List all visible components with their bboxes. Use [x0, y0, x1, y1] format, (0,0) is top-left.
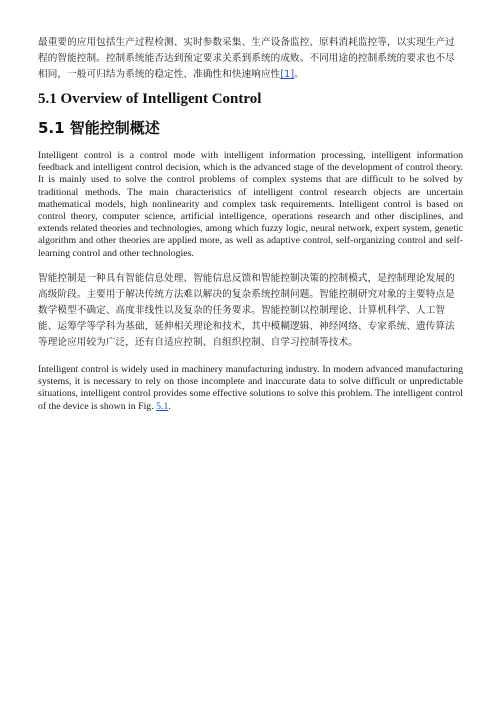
paragraph-en-2: [38, 364, 463, 413]
intro-text: 最重要的应用包括生产过程检测、实时参数采集、生产设备监控、原料消耗监控等，以实现生产过程的智能控制。控制系统能否达到预定要求关系到系统的成败。不同用途的控制系统的要求也不尽相同，一般可归结为系统的稳定性、准确性和快速响应性: [38, 37, 455, 80]
paragraph-en-2-end: .: [168, 400, 171, 412]
intro-paragraph-zh: [38, 35, 463, 83]
section-heading-zh: 5.1 智能控制概述: [38, 119, 160, 137]
paragraph-en-1: Intelligent control is a control mode with intelligent information processing, intelligent information feedback and intelligent control decision, which is the advanced stage of the development of control theory. It is mainly used to solve the control problems of complex systems that are difficult to be solved by traditional methods. The main characteristics of intelligent control research objects are uncertain mathematical models, high nonlinearity and complex task requirements. Intelligent control is based on control theory, computer science, artificial intelligence, operations research and other disciplines, and extends related theories and technologies, among which fuzzy logic, neural network, expert system, genetic algorithm and other theories are applied more, as well as adaptive control, self-organizing control and self-learning control and other technologies.: [38, 150, 463, 259]
paragraph-zh-1: 智能控制是一种具有智能信息处理、智能信息反馈和智能控制决策的控制模式，是控制理论发展的高级阶段。主要用于解决传统方法难以解决的复杂系统控制问题。智能控制研究对象的主要特点是数学模型不确定、高度非线性以及复杂的任务要求。智能控制以控制理论、计算机科学、人工智能、运筹学等学科为基础，延伸相关理论和技术，其中模糊逻辑、神经网络、专家系统、遗传算法等理论应用较为广泛，还有自适应控制、自组织控制、自学习控制等技术。: [38, 273, 455, 348]
figure-ref-link[interactable]: 5.1: [156, 400, 169, 412]
intro-end: 。: [294, 69, 304, 80]
paragraph-en-2-text: Intelligent control is widely used in machinery manufacturing industry. In modern advanced manufacturing systems, it is necessary to rely on those incomplete and inaccurate data to solve difficult or unpredictable situations, intelligent control provides some effective solutions to solve this problem. The intelligent control of the device is shown in Fig.: [38, 364, 463, 412]
section-heading-en: 5.1 Overview of Intelligent Control: [38, 91, 262, 107]
citation-link[interactable]: [1]: [280, 69, 295, 80]
